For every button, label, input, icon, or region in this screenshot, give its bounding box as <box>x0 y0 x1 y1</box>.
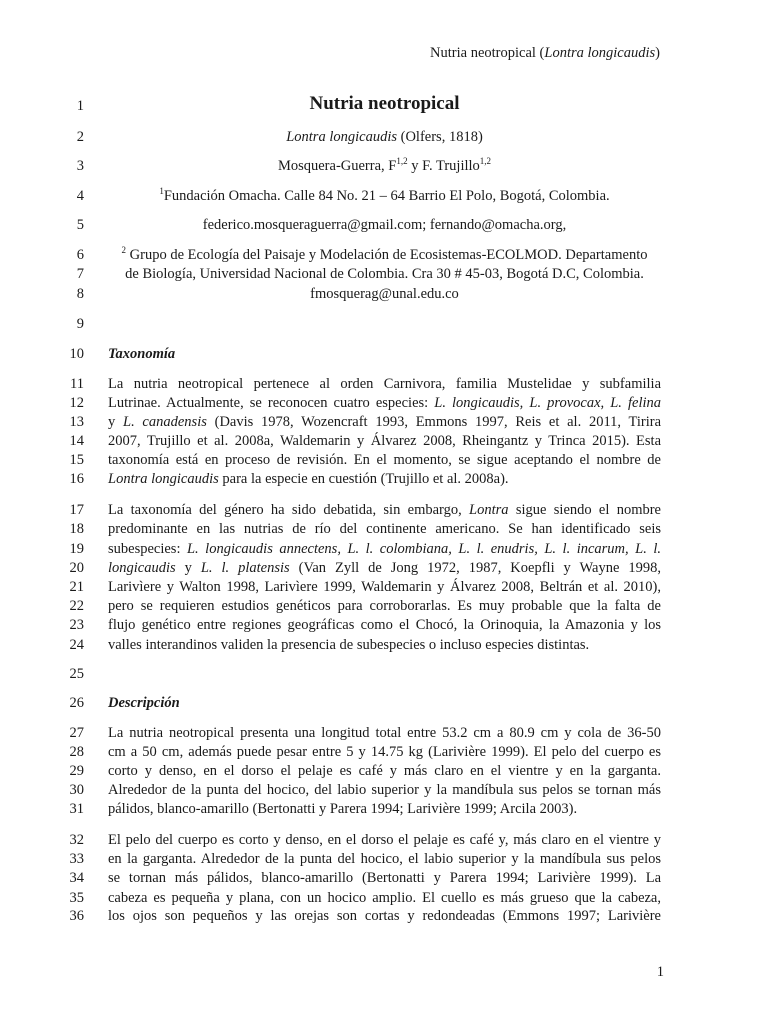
document-line <box>0 245 768 265</box>
text-run: La taxonomía del género ha sido debatida, sin embargo, <box>108 502 470 518</box>
line-text <box>108 519 661 539</box>
text-run: flujo genético entre regiones geográficas como el Chocó, la Orinoquia, la Amazonia y los <box>108 617 661 633</box>
line-number: 25 <box>69 666 84 682</box>
text-run: sigue siendo el nombre <box>508 502 661 518</box>
line-text <box>108 780 661 800</box>
line-text <box>108 127 661 147</box>
document-line <box>0 596 768 616</box>
document-line <box>0 664 768 684</box>
line-text <box>108 799 661 819</box>
line-text <box>108 830 661 850</box>
line-text <box>108 500 661 520</box>
line-text <box>108 539 661 559</box>
line-number: 12 <box>69 395 84 411</box>
document-line <box>0 558 768 578</box>
line-text <box>108 450 661 470</box>
document-line <box>0 761 768 781</box>
line-number: 14 <box>69 433 84 449</box>
text-run: corto y denso, en el dorso el pelaje es café y más claro en el vientre y en la garganta. <box>108 763 661 779</box>
line-text <box>108 906 661 926</box>
document-line <box>0 888 768 908</box>
document-line <box>0 264 768 284</box>
line-number: 1 <box>76 98 84 114</box>
text-run: Alrededor de la punta del hocico, del labio superior y la mandíbula sus pelos se tornan más <box>108 782 661 798</box>
document-line <box>0 344 768 364</box>
document-line <box>0 615 768 635</box>
line-number: 5 <box>76 217 84 233</box>
document-line <box>0 577 768 597</box>
text-run: pero se requieren estudios genéticos para corroborarlas. Es muy probable que la falta de <box>108 598 661 614</box>
text-run: (Davis 1978, Wozencraft 1993, Emmons 1997, Reis et al. 2011, Tirira <box>206 414 662 430</box>
document-line <box>0 393 768 413</box>
italic-text: Lontra longicaudis <box>286 129 397 145</box>
document-line <box>0 156 768 176</box>
document-line <box>0 215 768 235</box>
line-text <box>108 215 661 235</box>
italic-text: L. longicaudis, L. provocax, L. felina <box>434 395 662 411</box>
text-run: para la especie en cuestión (Trujillo et al. 2008a). <box>218 471 509 487</box>
superscript: 1 <box>159 186 164 196</box>
document-line <box>0 799 768 819</box>
text-run: Mosquera-Guerra, F <box>277 158 397 174</box>
line-text <box>108 742 661 762</box>
text-run: se tornan más pálidos, blanco-amarillo (Bertonatti y Parera 1994; Larivière 1999). La <box>108 870 661 886</box>
line-text <box>108 393 661 413</box>
italic-text: longicaudis <box>108 560 176 576</box>
text-run: La nutria neotropical presenta una longitud total entre 53.2 cm a 80.9 cm y cola de 36-50 <box>108 725 661 741</box>
line-number: 3 <box>76 158 84 174</box>
line-number: 36 <box>69 908 84 924</box>
text-run: Descripción <box>108 695 180 711</box>
line-text <box>108 186 661 206</box>
text-run: Lutrinae. Actualmente, se reconocen cuatro especies: <box>108 395 435 411</box>
line-number: 32 <box>69 832 84 848</box>
document-line <box>0 469 768 489</box>
text-run: 2007, Trujillo et al. 2008a, Waldemarin y Álvarez 2008, Rheingantz y Trinca 2015). Esta <box>108 433 661 449</box>
line-number: 33 <box>69 851 84 867</box>
line-text <box>108 264 661 284</box>
running-header-species: Lontra longicaudis <box>544 45 656 61</box>
superscript: 1,2 <box>479 156 492 166</box>
line-number: 7 <box>76 266 84 282</box>
line-number: 23 <box>69 617 84 633</box>
line-number: 34 <box>69 870 84 886</box>
text-run: fmosquerag@unal.edu.co <box>310 286 459 302</box>
line-text <box>108 558 661 578</box>
text-run: Nutria neotropical <box>309 93 460 114</box>
line-text <box>108 849 661 869</box>
line-text <box>108 723 661 743</box>
line-number: 11 <box>70 376 84 392</box>
page-number: 1 <box>656 964 664 980</box>
text-run: y F. Trujillo <box>407 158 480 174</box>
document-line <box>0 539 768 559</box>
document-line <box>0 519 768 539</box>
section-heading <box>108 344 661 364</box>
document-line <box>0 830 768 850</box>
line-number: 2 <box>76 129 84 145</box>
text-run: valles interandinos validen la presencia de subespecies o incluso especies distintas. <box>108 637 590 653</box>
line-text <box>108 635 661 655</box>
italic-text: L. l. platensis <box>200 560 290 576</box>
document-title <box>108 94 661 114</box>
line-number: 10 <box>69 346 84 362</box>
line-number: 8 <box>76 286 84 302</box>
line-number: 30 <box>69 782 84 798</box>
document-line <box>0 906 768 926</box>
document-line <box>0 314 768 334</box>
line-text <box>108 374 661 394</box>
text-run: Taxonomía <box>108 346 176 362</box>
text-run: La nutria neotropical pertenece al orden Carnivora, familia Mustelidae y subfamilia <box>108 376 661 392</box>
document-line <box>0 742 768 762</box>
line-number: 15 <box>69 452 84 468</box>
line-text <box>108 245 661 265</box>
line-number: 13 <box>69 414 84 430</box>
document-line <box>0 412 768 432</box>
running-header-suffix: ) <box>655 45 660 61</box>
line-number: 31 <box>69 801 84 817</box>
document-line <box>0 693 768 713</box>
text-run: (Van Zyll de Jong 1972, 1987, Koepfli y Wayne 1998, <box>289 560 661 576</box>
text-run: taxonomía está en proceso de revisión. En el momento, se sigue aceptando el nombre de <box>108 452 661 468</box>
text-run: en la garganta. Alrededor de la punta del hocico, el labio superior y la mandíbula sus pelos <box>108 851 661 867</box>
document-line <box>0 127 768 147</box>
document-line <box>0 723 768 743</box>
line-text <box>108 577 661 597</box>
document-line <box>0 868 768 888</box>
line-text <box>108 156 661 176</box>
text-run: cabeza es pequeña y plana, con un hocico amplio. El cuello es más grueso que la cabeza, <box>108 890 661 906</box>
superscript: 2 <box>121 245 127 255</box>
line-number: 9 <box>76 316 84 332</box>
document-line <box>0 93 768 116</box>
line-text <box>108 615 661 635</box>
text-run: predominante en las nutrias de río del continente americano. Se han identificado seis <box>108 521 661 537</box>
italic-text: L. longicaudis annectens, L. l. colombiana, L. l. enudris, L. l. incarum, L. l. <box>186 541 661 557</box>
document-line <box>0 284 768 304</box>
line-text <box>108 412 661 432</box>
text-run: pálidos, blanco-amarillo (Bertonatti y Parera 1994; Larivière 1999; Arcila 2003). <box>108 801 578 817</box>
text-run: El pelo del cuerpo es corto y denso, en el dorso el pelaje es café y, más claro en el vientre y <box>108 832 661 848</box>
text-run: y <box>108 414 123 430</box>
document-line <box>0 431 768 451</box>
text-run: y <box>175 560 201 576</box>
line-number: 19 <box>69 541 84 557</box>
line-text <box>108 284 661 304</box>
text-run: Grupo de Ecología del Paisaje y Modelación de Ecosistemas-ECOLMOD. Departamento <box>126 247 648 263</box>
line-number: 18 <box>69 521 84 537</box>
text-run: Larivìere y Walton 1998, Larivìere 1999, Waldemarin y Álvarez 2008, Beltrán et al. 2010), <box>108 579 661 595</box>
document-line <box>0 500 768 520</box>
line-number: 16 <box>69 471 84 487</box>
line-number: 6 <box>76 247 84 263</box>
text-run: cm a 50 cm, además puede pesar entre 5 y 14.75 kg (Larivière 1999). El pelo del cuerpo es <box>108 744 661 760</box>
text-run: federico.mosqueraguerra@gmail.com; fernando@omacha.org, <box>202 217 567 233</box>
running-header <box>430 45 660 62</box>
text-run: Fundación Omacha. Calle 84 No. 21 – 64 Barrio El Polo, Bogotá, Colombia. <box>163 188 610 204</box>
line-number: 21 <box>69 579 84 595</box>
document-line <box>0 450 768 470</box>
italic-text: Lontra <box>469 502 509 518</box>
document-line <box>0 780 768 800</box>
line-text <box>108 469 661 489</box>
line-number: 20 <box>69 560 84 576</box>
line-number: 4 <box>76 188 84 204</box>
line-number: 27 <box>69 725 84 741</box>
italic-text: Lontra longicaudis <box>108 471 219 487</box>
superscript: 1,2 <box>396 156 408 166</box>
line-number: 26 <box>69 695 84 711</box>
line-text <box>108 761 661 781</box>
line-number: 29 <box>69 763 84 779</box>
text-run: los ojos son pequeños y las orejas son cortas y redondeadas (Emmons 1997; Larivière <box>108 908 661 924</box>
line-number: 28 <box>69 744 84 760</box>
document-line <box>0 849 768 869</box>
document-line <box>0 186 768 206</box>
line-text <box>108 431 661 451</box>
line-number: 22 <box>69 598 84 614</box>
line-text <box>108 888 661 908</box>
line-number: 24 <box>69 637 84 653</box>
running-header-prefix: Nutria neotropical ( <box>430 45 545 61</box>
text-run: subespecies: <box>108 541 187 557</box>
line-text <box>108 596 661 616</box>
line-text <box>108 868 661 888</box>
text-run: (Olfers, 1818) <box>397 129 483 145</box>
line-number: 17 <box>69 502 84 518</box>
text-run: de Biología, Universidad Nacional de Colombia. Cra 30 # 45-03, Bogotá D.C, Colombia. <box>125 266 644 282</box>
document-line <box>0 374 768 394</box>
document-line <box>0 635 768 655</box>
section-heading <box>108 693 661 713</box>
italic-text: L. canadensis <box>123 414 207 430</box>
line-number: 35 <box>69 890 84 906</box>
